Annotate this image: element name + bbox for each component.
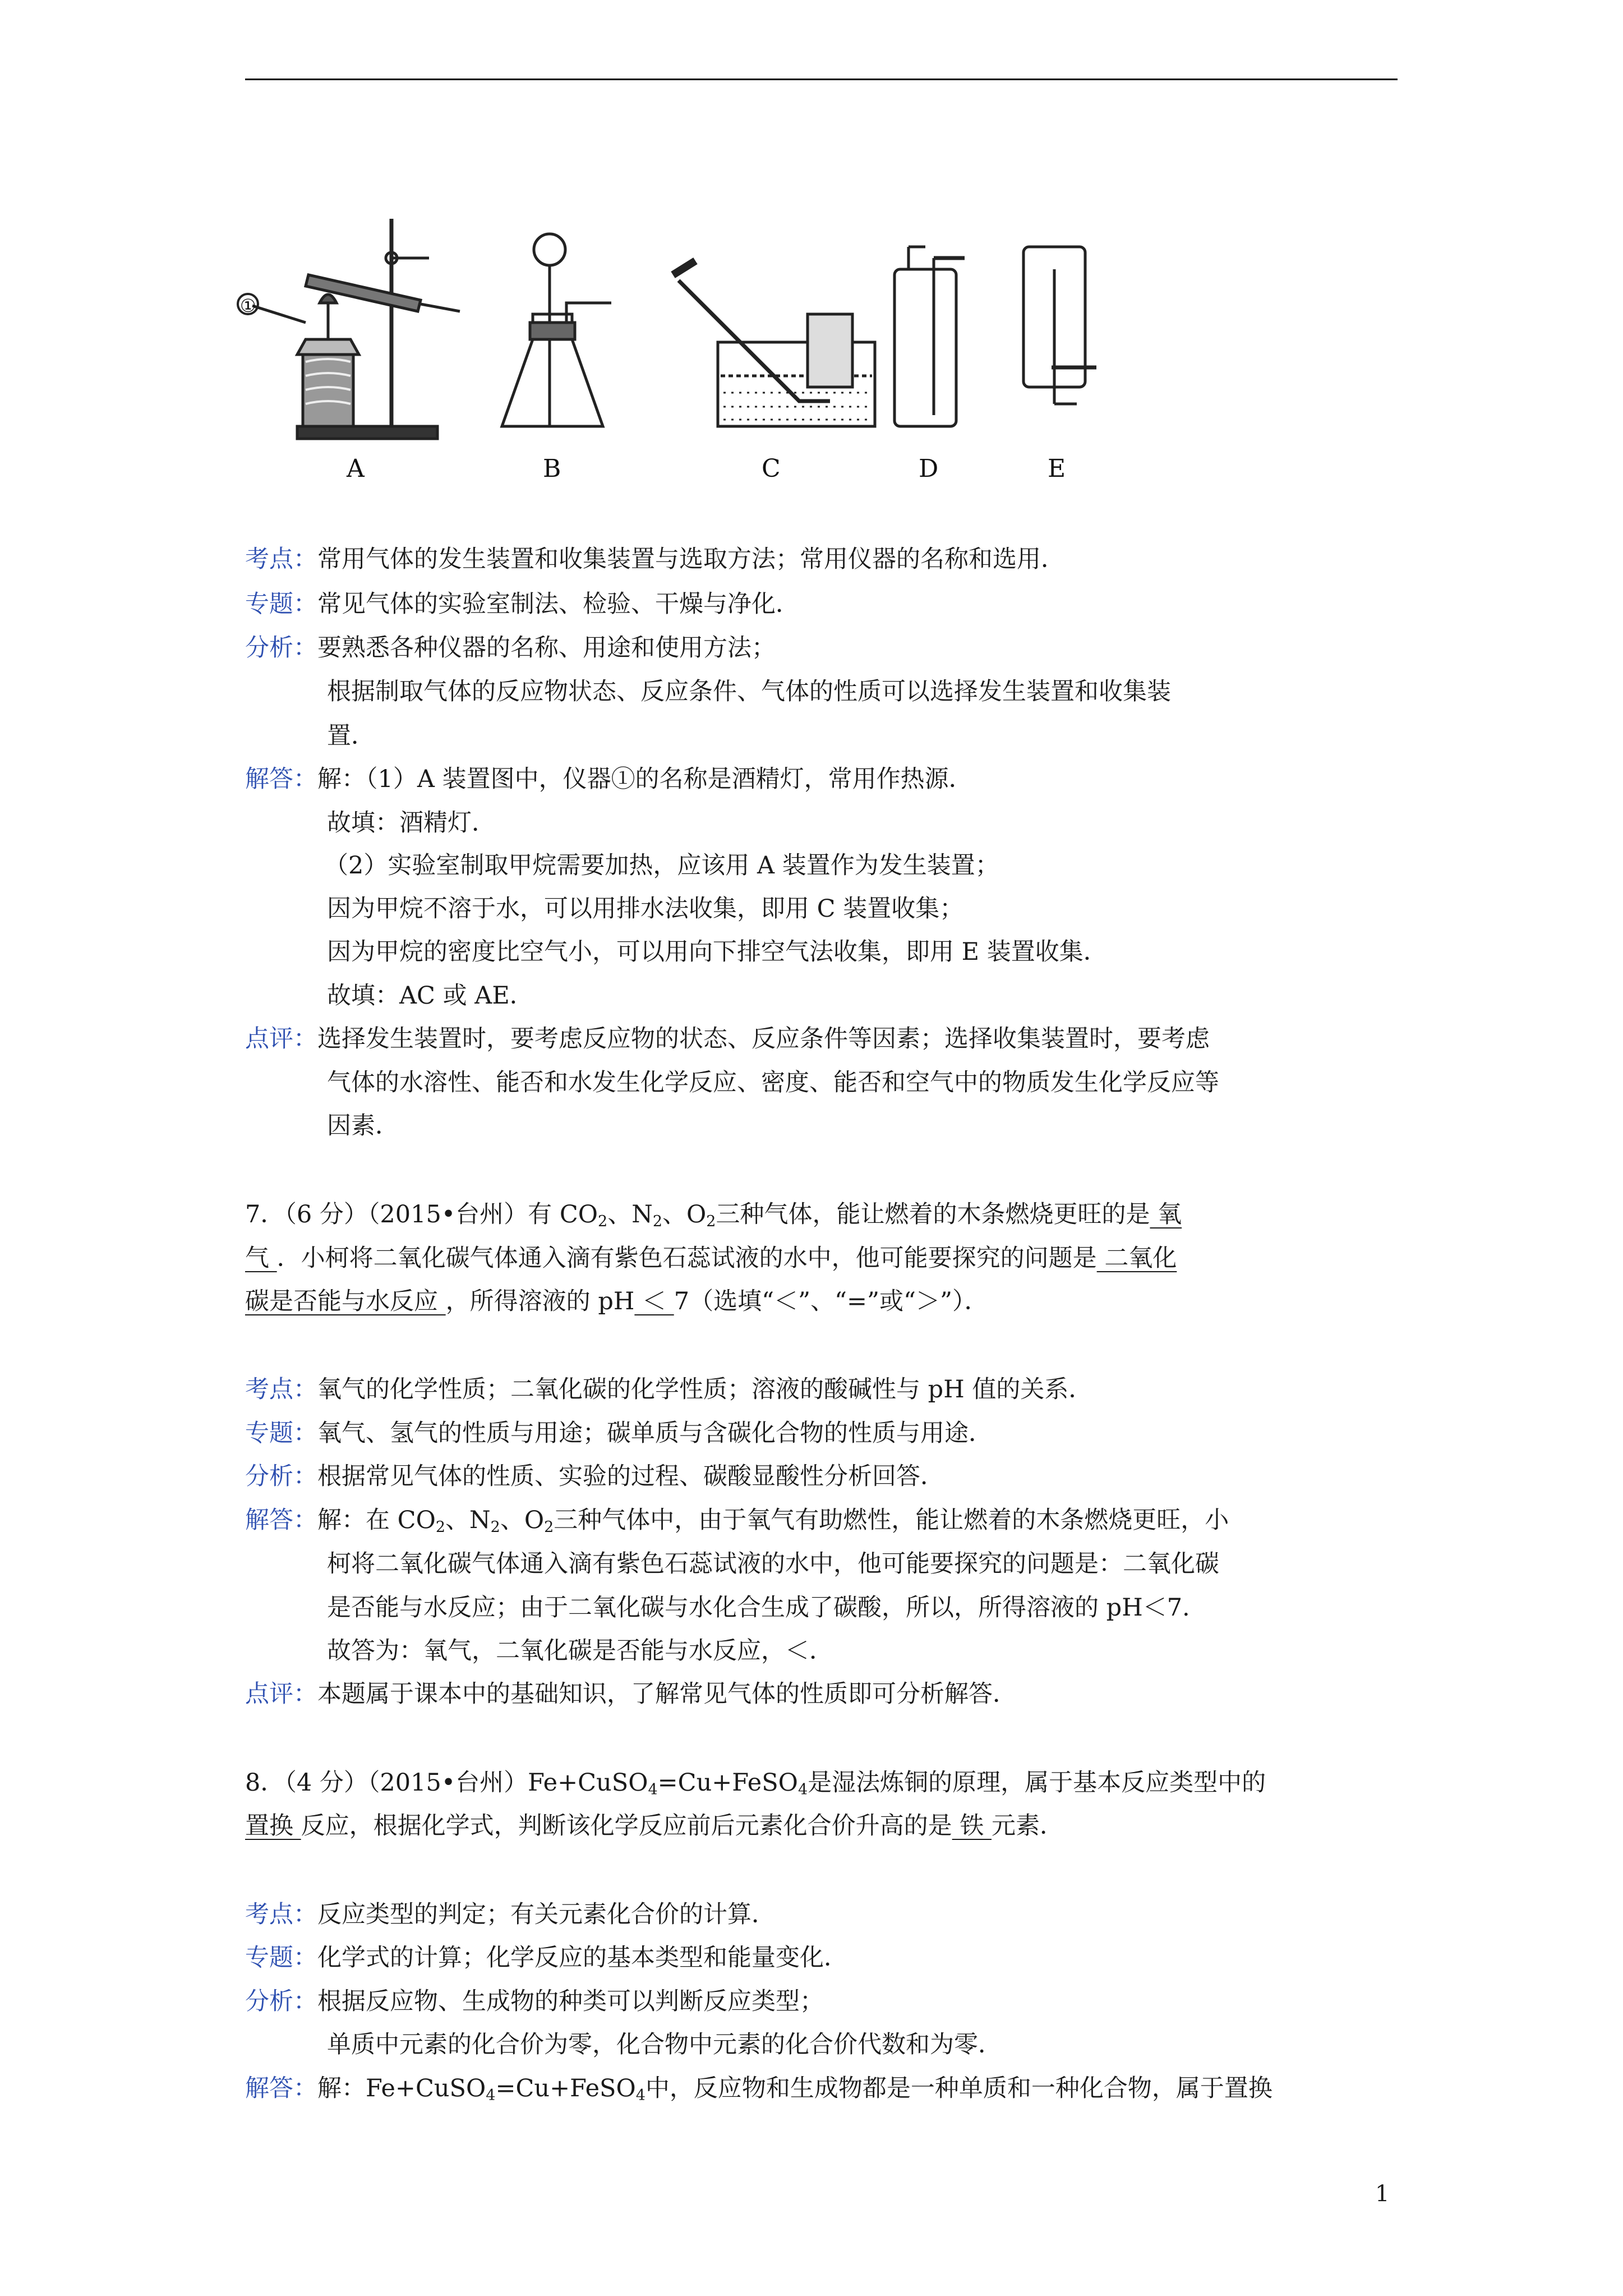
q6-jieda-line [245,762,973,796]
fenxi-label: 分析： [245,1987,317,2016]
q7-answer-3: ＜ [634,1287,674,1315]
q7-stem-e: ．小柯将二氧化碳气体通入滴有紫色石蕊试液的水中，他可能要探究的问题是 [276,1244,1097,1272]
q7-stem-a: 7．（6 分）（2015•台州）有 CO [245,1200,598,1228]
q7-stem-line-2 [245,1241,1177,1275]
q7-answer-2a: 二氧化 [1096,1244,1177,1272]
apparatus-a [238,219,460,439]
q7-jieda-o: 、O [500,1506,545,1534]
q8-jieda-c: 中，反应物和生成物都是一种单质和一种化合物，属于置换 [645,2074,1272,2102]
q7-kaodian-line [245,1373,1092,1406]
q6-dianping-3: 因素． [327,1112,399,1140]
q8-stem-b: =Cu+FeSO [657,1769,798,1797]
q8-answer-1b: 置换 [245,1812,301,1840]
q7-stem-c: 、O [662,1200,707,1228]
q6-dianping-2: 气体的水溶性、能否和水发生化学反应、密度、能否和空气中的物质发生化学反应等 [327,1069,1219,1097]
q7-jieda-1a: 解：在 CO [317,1506,436,1534]
apparatus-figure [236,208,1133,499]
header-rule [245,79,1398,80]
subscript: 2 [652,1213,663,1230]
q6-fenxi-3: 置． [327,722,375,750]
q6-zhuanti: 常见气体的实验室制法、检验、干燥与净化． [317,590,800,618]
apparatus-b [502,234,611,426]
q7-jieda-line [245,1503,1229,1537]
q7-stem-line-1 [245,1198,1182,1231]
q8-stem-d: 反应，根据化学式，判断该化学反应前后元素化合价升高的是 [301,1812,952,1840]
q6-jieda-6: 故填：AC 或 AE． [327,982,534,1010]
q7-zhuanti-line [245,1416,993,1450]
q8-jieda-a: 解：Fe+CuSO [317,2074,486,2102]
q8-fenxi-2: 单质中元素的化合价为零，化合物中元素的化合价代数和为零． [327,2031,1002,2059]
q8-jieda-b: =Cu+FeSO [495,2074,636,2102]
q8-fenxi-line [245,1985,824,2018]
q6-zhuanti-line [245,587,800,621]
figure-label-b: B [543,454,561,483]
q6-fenxi-line [245,631,776,665]
apparatus-d [895,247,965,426]
dianping-label: 点评： [245,1025,317,1053]
q7-stem-g: 7（选填“＜”、“=”或“＞”）． [674,1287,989,1315]
q7-jieda-4: 故答为：氧气，二氧化碳是否能与水反应，＜． [327,1637,833,1665]
q8-zhuanti: 化学式的计算；化学反应的基本类型和能量变化． [317,1944,848,1972]
q8-zhuanti-line [245,1941,848,1975]
subscript: 4 [648,1781,658,1798]
dianping-label: 点评： [245,1680,317,1708]
instrument-marker: ① [240,295,256,316]
kaodian-label: 考点： [245,545,317,573]
q7-jieda-n: 、N [445,1506,491,1534]
q8-stem-e: 元素． [992,1812,1064,1840]
q6-kaodian-line [245,542,1065,576]
q6-jieda-2: 故填：酒精灯． [327,809,496,837]
apparatus-e [1023,247,1096,404]
subscript: 4 [635,2087,645,2104]
kaodian-label: 考点： [245,1901,317,1929]
q7-fenxi-line [245,1460,944,1493]
q8-stem-c: 是湿法炼铜的原理，属于基本反应类型中的 [808,1769,1266,1797]
q6-dianping-line [245,1022,1210,1056]
q8-stem-line-1 [245,1766,1266,1800]
subscript: 2 [706,1213,716,1230]
q7-answer-2b: 碳是否能与水反应 [245,1287,446,1315]
q7-stem-line-3 [245,1285,989,1318]
figure-label-e: E [1048,454,1066,483]
subscript: 2 [490,1519,500,1536]
fenxi-label: 分析： [245,1462,317,1490]
kaodian-label: 考点： [245,1375,317,1404]
q7-stem-b: 、N [607,1200,653,1228]
q7-kaodian: 氧气的化学性质；二氧化碳的化学性质；溶液的酸碱性与 pH 值的关系． [317,1375,1093,1404]
q8-answer-2: 铁 [952,1812,992,1840]
subscript: 2 [598,1213,608,1230]
q6-kaodian: 常用气体的发生装置和收集装置与选取方法；常用仪器的名称和选用． [317,545,1065,573]
q8-stem-a: 8．（4 分）（2015•台州）Fe+CuSO [245,1769,648,1797]
figure-label-c: C [762,454,781,483]
q7-dianping-line [245,1677,1017,1711]
q6-jieda-1: 解：（1）A 装置图中，仪器①的名称是酒精灯，常用作热源． [317,765,973,793]
q7-fenxi: 根据常见气体的性质、实验的过程、碳酸显酸性分析回答． [317,1462,944,1490]
jieda-label: 解答： [245,765,317,793]
fenxi-label: 分析： [245,634,317,662]
figure-label-d: D [919,454,939,483]
q7-answer-1b: 气 [245,1244,277,1272]
q8-fenxi-1: 根据反应物、生成物的种类可以判断反应类型； [317,1987,824,2016]
subscript: 2 [435,1519,446,1536]
q7-answer-1a: 氧 [1150,1200,1182,1228]
q7-jieda-2: 柯将二氧化碳气体通入滴有紫色石蕊试液的水中，他可能要探究的问题是：二氧化碳 [327,1550,1219,1578]
q7-jieda-1b: 三种气体中，由于氧气有助燃性，能让燃着的木条燃烧更旺，小 [554,1506,1229,1534]
q6-fenxi-2: 根据制取气体的反应物状态、反应条件、气体的性质可以选择发生装置和收集装 [327,678,1171,706]
figure-label-a: A [347,454,365,483]
zhuanti-label: 专题： [245,590,317,618]
q7-zhuanti: 氧气、氢气的性质与用途；碳单质与含碳化合物的性质与用途． [317,1419,993,1447]
q8-kaodian: 反应类型的判定；有关元素化合价的计算． [317,1901,776,1929]
q8-stem-line-2 [245,1809,1064,1843]
q7-stem-d: 三种气体，能让燃着的木条燃烧更旺的是 [716,1200,1150,1228]
q6-jieda-3: （2）实验室制取甲烷需要加热，应该用 A 装置作为发生装置； [324,852,999,880]
q6-fenxi-1: 要熟悉各种仪器的名称、用途和使用方法； [317,634,776,662]
jieda-label: 解答： [245,1506,317,1534]
q8-jieda-line [245,2072,1272,2105]
jieda-label: 解答： [245,2074,317,2102]
q6-dianping-1: 选择发生装置时，要考虑反应物的状态、反应条件等因素；选择收集装置时，要考虑 [317,1025,1210,1053]
subscript: 4 [486,2087,496,2104]
q6-jieda-4: 因为甲烷不溶于水，可以用排水法收集，即用 C 装置收集； [327,895,964,923]
subscript: 2 [544,1519,554,1536]
zhuanti-label: 专题： [245,1419,317,1447]
q6-jieda-5: 因为甲烷的密度比空气小，可以用向下排空气法收集，即用 E 装置收集． [327,938,1108,966]
page-number: 1 [1375,2181,1390,2207]
subscript: 4 [797,1781,808,1798]
q7-jieda-3: 是否能与水反应；由于二氧化碳与水化合生成了碳酸，所以，所得溶液的 pH＜7. [327,1594,1190,1622]
q7-stem-f: ，所得溶液的 pH [445,1287,635,1315]
q8-kaodian-line [245,1898,776,1931]
apparatus-c [673,261,875,426]
q7-dianping: 本题属于课本中的基础知识，了解常见气体的性质即可分析解答． [317,1680,1017,1708]
zhuanti-label: 专题： [245,1944,317,1972]
